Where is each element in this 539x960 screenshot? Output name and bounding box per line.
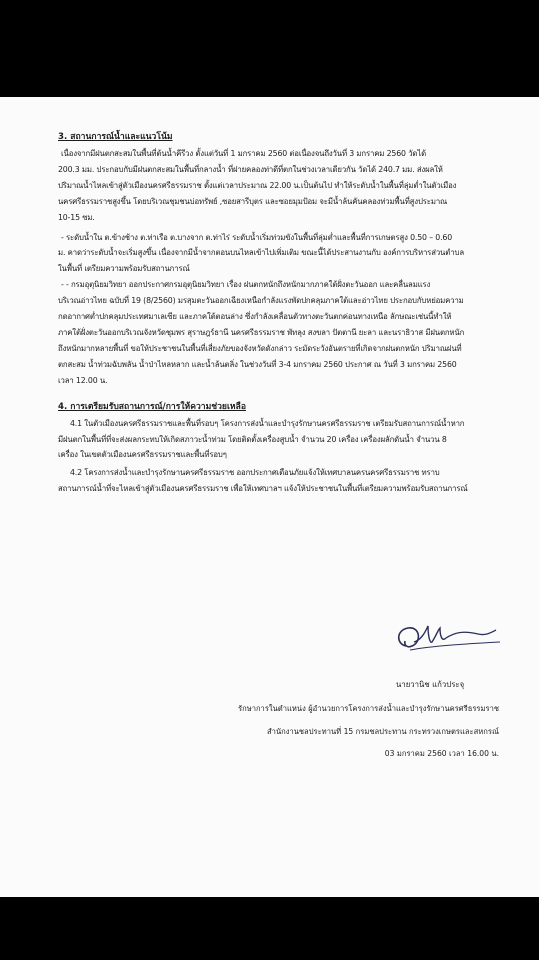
text-line: ปริมาณน้ำไหลเข้าสู่ตัวเมืองนครศรีธรรมราช ตั้งแต่เวลาประมาณ 22.00 น.เป็นต้นไป ทำให้ระดับน้ำในพื้นที่ลุ่มต่ำในตัวเมือง bbox=[58, 180, 457, 190]
text-line: ถึงหนักมากหลายพื้นที่ ขอให้ประชาชนในพื้นที่เสี่ยงภัยของจังหวัดดังกล่าว ระมัดระวังอันตรายที่เกิดจากฝนตกหนัก ปริมาณฝนที่ bbox=[58, 343, 462, 353]
section-4-heading: 4. การเตรียมรับสถานการณ์/การให้ความช่วยเหลือ bbox=[58, 401, 246, 412]
text-line: - - กรมอุตุนิยมวิทยา ออกประกาศกรมอุตุนิยมวิทยา เรื่อง ฝนตกหนักถึงหนักมากภาคใต้ฝั่งตะวันออก และคลื่นลมแรง bbox=[61, 280, 431, 290]
text-line: 4.2 โครงการส่งน้ำและบำรุงรักษานครศรีธรรมราช ออกประกาศเตือนภัยแจ้งให้เทศบาลนครนครศรีธรรมราช ทราบ bbox=[70, 468, 440, 478]
text-line: นครศรีธรรมราชสูงขึ้น โดยบริเวณชุมชนบ่อทรัพย์ ,ซอยสารีบุตร และซอยมุมป้อม จะมีน้ำล้นคันคลองท่วมพื้นที่สูงประมาณ bbox=[58, 196, 448, 206]
handwritten-signature bbox=[392, 616, 507, 664]
section-4-paragraph-2 bbox=[58, 465, 504, 497]
text-line: สถานการณ์น้ำที่จะไหลเข้าสู่ตัวเมืองนครศรีธรรมราช เพื่อให้เทศบาลฯ แจ้งให้ประชาชนในพื้นที่เตรียมความพร้อมรับสถานการณ์ bbox=[58, 484, 468, 494]
text-line: มีฝนตกในพื้นที่ที่จะส่งผลกระทบให้เกิดสภาวะน้ำท่วม โดยติดตั้งเครื่องสูบน้ำ จำนวน 20 เครื่อง เครื่องผลักดันน้ำ จำนวน 8 bbox=[58, 434, 447, 444]
text-line: - ระดับน้ำใน ต.ข้างช้าง ต.ท่าเรือ ต.บางจาก ต.ท่าไร่ ระดับน้ำเริ่มท่วมขังในพื้นที่ลุ่มต่ำและพื้นที่การเกษตรสูง 0.50 – 0.60 bbox=[61, 232, 453, 242]
text-line: 200.3 มม. ประกอบกับมีฝนตกสะสมในพื้นที่กลางน้ำ ที่ฝายคลองท่าดีที่ตกในช่วงเวลาเดียวกัน วัดได้ 240.7 มม. ส่งผลให้ bbox=[58, 164, 443, 174]
section-3-paragraph-3 bbox=[58, 277, 504, 388]
signer-name: นายวานิช แก้วประจุ bbox=[396, 680, 465, 689]
section-3-paragraph-1 bbox=[58, 146, 504, 226]
section-3-paragraph-2 bbox=[58, 230, 504, 278]
section-3-heading: 3. สถานการณ์น้ำและแนวโน้ม bbox=[58, 132, 173, 142]
text-line: ม. คาดว่าระดับน้ำจะเริ่มสูงขึ้น เนื่องจากมีน้ำจากตอนบนไหลเข้าไปเพิ่มเติม ขณะนี้ได้ประสานงานกับ องค์การบริหารส่วนตำบล bbox=[58, 248, 464, 258]
text-line: กดอากาศต่ำปกคลุมประเทศมาเลเซีย และภาคใต้ตอนล่าง ซึ่งกำลังเคลื่อนตัวทางตะวันตกค่อนทางเหนือ ลักษณะเช่นนี้ทำให้ bbox=[58, 312, 452, 322]
text-line: 4.1 ในตัวเมืองนครศรีธรรมราชและพื้นที่รอบๆ โครงการส่งน้ำและบำรุงรักษานครศรีธรรมราช เตรียมรับสถานการณ์น้ำหาก bbox=[70, 418, 465, 428]
text-line: 10-15 ซม. bbox=[58, 212, 95, 222]
text-line: ในพื้นที่ เตรียมความพร้อมรับสถานการณ์ bbox=[58, 264, 190, 274]
text-line: เวลา 12.00 น. bbox=[58, 375, 108, 385]
document-page bbox=[0, 97, 539, 897]
text-line: เนื่องจากมีฝนตกสะสมในพื้นที่ต้นน้ำคีรีวง ตั้งแต่วันที่ 1 มกราคม 2560 ต่อเนื่องจนถึงวันที่ 3 มกราคม 2560 วัดได้ bbox=[61, 149, 427, 158]
signature-date: 03 มกราคม 2560 เวลา 16.00 น. bbox=[384, 749, 499, 758]
text-line: บริเวณอ่าวไทย ฉบับที่ 19 (8/2560) มรสุมตะวันออกเฉียงเหนือกำลังแรงพัดปกคลุมภาคใต้และอ่าวไทย ประกอบกับหย่อมความ bbox=[58, 296, 464, 306]
signer-position: รักษาการในตำแหน่ง ผู้อำนวยการโครงการส่งน้ำและบำรุงรักษานครศรีธรรมราช bbox=[238, 704, 499, 713]
section-4-paragraph-1 bbox=[58, 416, 504, 464]
text-line: ภาคใต้ฝั่งตะวันออกบริเวณจังหวัดชุมพร สุราษฎร์ธานี นครศรีธรรมราช พัทลุง สงขลา ปัตตานี ยะลา และนราธิวาส มีฝนตกหนัก bbox=[58, 327, 465, 337]
document-body bbox=[58, 131, 504, 497]
signer-office: สำนักงานชลประทานที่ 15 กรมชลประทาน กระทรวงเกษตรและสหกรณ์ bbox=[267, 727, 499, 736]
text-line: เครื่อง ในเขตตัวเมืองนครศรีธรรมราชและพื้นที่รอบๆ bbox=[58, 450, 227, 460]
signature-block bbox=[0, 671, 539, 791]
text-line: ตกสะสม น้ำท่วมฉับพลัน น้ำป่าไหลหลาก และน้ำล้นตลิ่ง ในช่วงวันที่ 3-4 มกราคม 2560 ประกาศ ณ วันที่ 3 มกราคม 2560 bbox=[58, 359, 457, 369]
